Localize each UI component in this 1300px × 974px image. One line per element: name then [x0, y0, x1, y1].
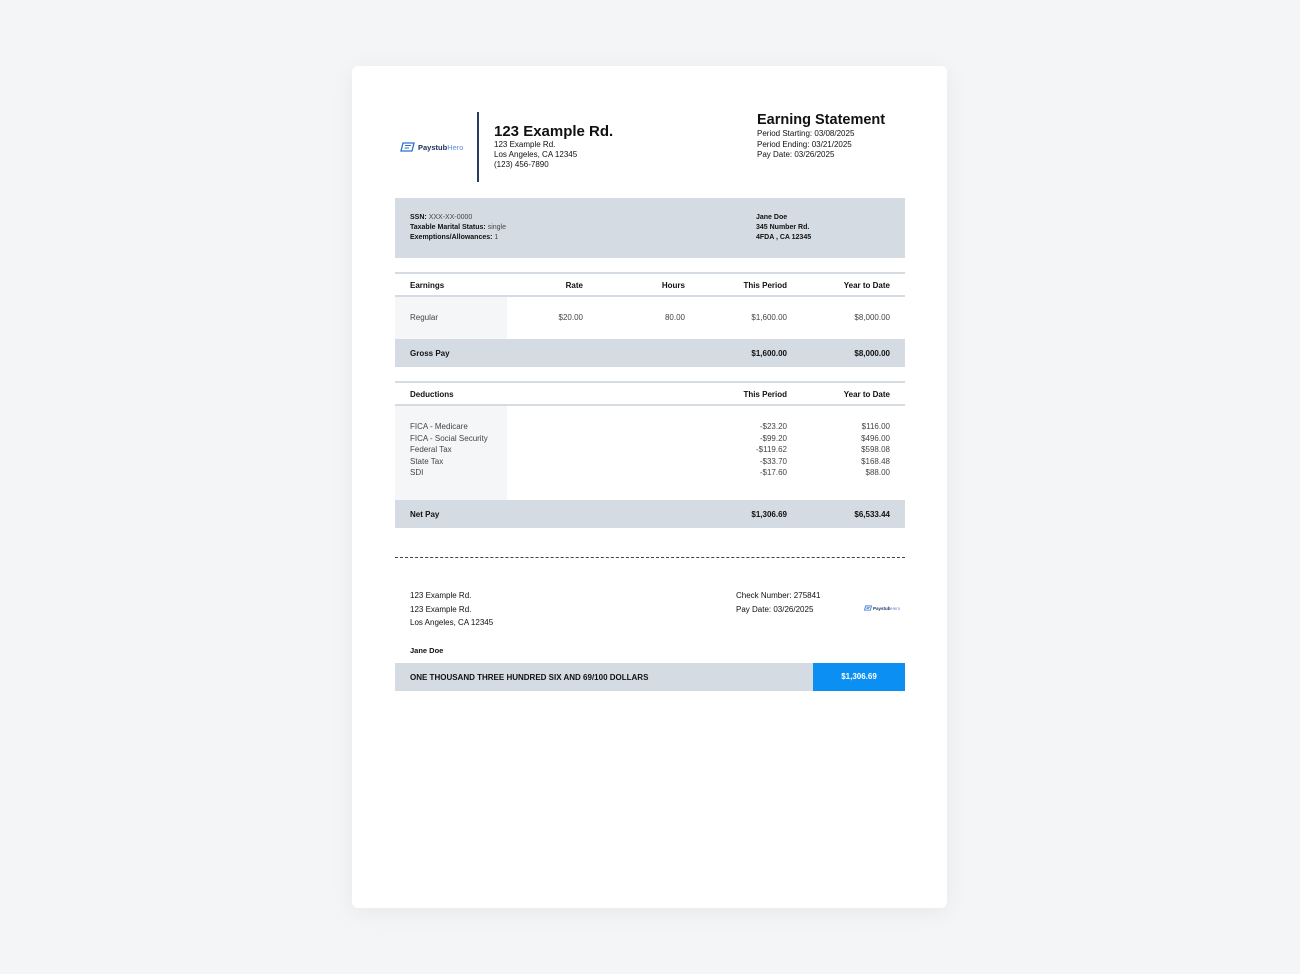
net-pay-ytd: $6,533.44: [854, 510, 890, 519]
logo-text-bold: Paystub: [418, 142, 448, 152]
tear-line: [395, 557, 905, 558]
deductions-header: [395, 381, 905, 406]
gross-pay-row: [395, 339, 905, 367]
earning-label: Regular: [410, 313, 439, 322]
net-pay-this-period: $1,306.69: [751, 510, 787, 519]
deduction-label: Federal Tax: [410, 445, 452, 454]
deduction-this-period: -$99.20: [759, 433, 787, 443]
check-info: [736, 589, 821, 616]
paystubhero-logo: [400, 142, 463, 152]
amount-in-words-bar: [395, 663, 813, 691]
amount-in-words: ONE THOUSAND THREE HUNDRED SIX AND 69/100 DOLLARS: [410, 673, 649, 682]
employee-address1: 345 Number Rd.: [756, 224, 810, 231]
deduction-ytd: $168.48: [861, 456, 890, 466]
earning-this-period: $1,600.00: [751, 313, 787, 322]
check-payer-address: [410, 589, 493, 630]
this-period-col-header: This Period: [743, 281, 787, 290]
marital-label: Taxable Marital Status:: [410, 224, 486, 231]
check-pay-date: Pay Date: 03/26/2025: [736, 604, 814, 614]
earnings-header: [395, 272, 905, 297]
earning-hours: 80.00: [664, 313, 685, 322]
payer-line1: 123 Example Rd.: [410, 591, 472, 600]
deductions-table: [395, 381, 905, 529]
payer-line2: 123 Example Rd.: [410, 604, 472, 614]
statement-block: [757, 112, 885, 161]
deduction-this-period: -$23.20: [759, 422, 787, 431]
company-phone: (123) 456-7890: [494, 160, 549, 169]
deduction-ytd: $116.00: [861, 422, 890, 431]
deduction-this-period: -$119.62: [756, 445, 787, 454]
ssn-label: SSN:: [410, 214, 427, 221]
logo-text-light: Hero: [447, 142, 464, 152]
deduction-label: FICA - Medicare: [410, 422, 468, 431]
marital-value: single: [487, 224, 506, 231]
deduction-label: FICA - Social Security: [410, 433, 488, 443]
net-pay-label: Net Pay: [410, 510, 440, 519]
employee-info-panel: [395, 198, 905, 258]
logo-text-bold: Paystub: [873, 605, 891, 611]
deduction-this-period: -$33.70: [759, 456, 787, 466]
deduction-label: State Tax: [410, 456, 444, 466]
check-amount-badge: $1,306.69: [813, 663, 905, 691]
logo-text-light: Hero: [890, 605, 901, 611]
ded-this-period-col-header: This Period: [743, 390, 787, 399]
employee-name: Jane Doe: [756, 214, 788, 221]
period-end: Period Ending: 03/21/2025: [757, 139, 852, 149]
deduction-ytd: $496.00: [861, 433, 890, 443]
check-logo: [864, 605, 900, 611]
deductions-col-header: Deductions: [410, 390, 454, 399]
deduction-ytd-values: [861, 421, 890, 479]
earning-ytd: $8,000.00: [854, 313, 890, 322]
gross-pay-label: Gross Pay: [410, 349, 450, 358]
ssn-value: XXX-XX-0000: [428, 214, 473, 221]
gross-pay-ytd: $8,000.00: [854, 349, 890, 358]
deduction-this-period-values: [756, 421, 787, 479]
deduction-ytd: $598.08: [861, 445, 890, 454]
logo-icon: [400, 142, 415, 152]
deduction-label: SDI: [410, 468, 424, 477]
company-address2: Los Angeles, CA 12345: [494, 150, 578, 159]
ded-ytd-col-header: Year to Date: [843, 390, 890, 399]
deduction-labels: [410, 421, 488, 479]
employee-address2: 4FDA , CA 12345: [756, 234, 812, 241]
period-start: Period Starting: 03/08/2025: [757, 129, 855, 138]
hours-col-header: Hours: [661, 281, 685, 290]
gross-pay-this-period: $1,600.00: [751, 349, 787, 358]
deduction-ytd: $88.00: [865, 468, 890, 477]
earnings-col-header: Earnings: [410, 281, 445, 290]
deduction-this-period: -$17.60: [759, 468, 787, 477]
statement-title: Earning Statement: [757, 112, 886, 128]
header-divider: [477, 112, 479, 182]
earnings-table: [395, 272, 905, 367]
statement-pay-date: Pay Date: 03/26/2025: [757, 150, 835, 159]
net-pay-row: [395, 500, 905, 528]
check-number: Check Number: 275841: [736, 591, 821, 600]
exemptions-value: 1: [494, 234, 499, 241]
company-name: 123 Example Rd.: [494, 123, 614, 140]
check-payee: Jane Doe: [410, 646, 444, 655]
earning-rate: $20.00: [558, 313, 583, 322]
rate-col-header: Rate: [565, 281, 583, 290]
company-block: [494, 124, 613, 170]
exemptions-label: Exemptions/Allowances:: [410, 234, 493, 241]
ytd-col-header: Year to Date: [843, 281, 890, 290]
logo-icon: [864, 605, 872, 611]
company-address1: 123 Example Rd.: [494, 140, 556, 149]
employee-address: [756, 213, 811, 243]
paystub-page: [352, 66, 947, 908]
tax-info: [410, 213, 506, 243]
payer-line3: Los Angeles, CA 12345: [410, 618, 494, 627]
